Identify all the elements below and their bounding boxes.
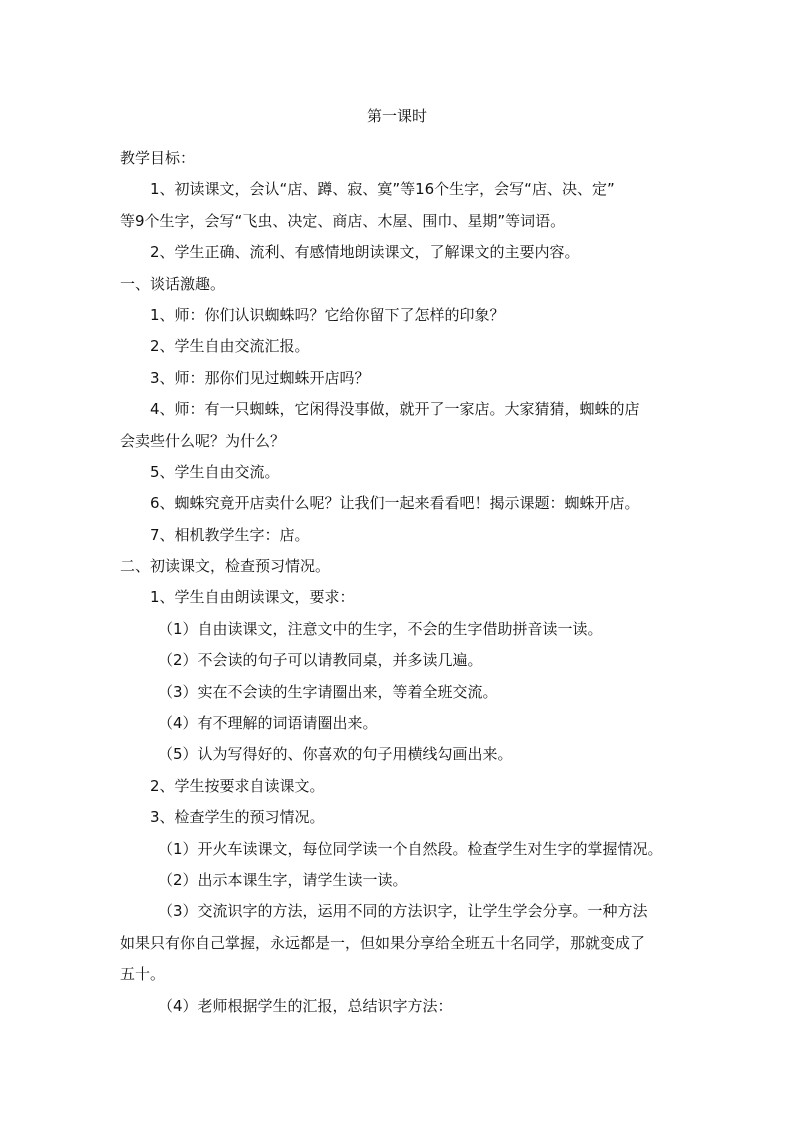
- reading-req-2: （2）不会读的句子可以请教同桌，并多读几遍。: [158, 651, 483, 670]
- intro-step-4-line-1: 4、师：有一只蜘蛛，它闲得没事做，就开了一家店。大家猜猜，蜘蛛的店: [150, 400, 640, 419]
- intro-step-2: 2、学生自由交流汇报。: [150, 337, 310, 356]
- reading-step-1: 1、学生自由朗读课文，要求：: [150, 588, 355, 607]
- check-item-1: （1）开火车读课文，每位同学读一个自然段。检查学生对生字的掌握情况。: [158, 839, 663, 858]
- reading-step-2: 2、学生按要求自读课文。: [150, 776, 325, 795]
- check-item-4: （4）老师根据学生的汇报，总结识字方法：: [158, 996, 453, 1015]
- section-heading-objectives: 教学目标：: [120, 149, 196, 167]
- check-item-3-line-2: 如果只有你自己掌握，永远都是一，但如果分享给全班五十名同学，那就变成了: [120, 933, 646, 952]
- reading-req-1: （1）自由读课文，注意文中的生字，不会的生字借助拼音读一读。: [158, 619, 603, 638]
- reading-req-3: （3）实在不会读的生字请圈出来，等着全班交流。: [158, 682, 498, 701]
- check-item-2: （2）出示本课生字，请学生读一读。: [158, 870, 408, 889]
- reading-req-4: （4）有不理解的词语请圈出来。: [158, 714, 378, 733]
- intro-step-3: 3、师：那你们见过蜘蛛开店吗？: [150, 368, 370, 387]
- check-item-3-line-3: 五十。: [120, 965, 166, 984]
- document-body: [120, 143, 676, 1022]
- page-title: 第一课时: [366, 107, 427, 125]
- objective-1-line-2: 等9个生字，会写“飞虫、决定、商店、木屋、围巾、星期”等词语。: [120, 211, 566, 230]
- intro-step-6: 6、蜘蛛究竟开店卖什么呢？让我们一起来看看吧！揭示课题：蜘蛛开店。: [150, 494, 640, 513]
- section-heading-reading: 二、初读课文，检查预习情况。: [120, 557, 331, 576]
- objective-1-line-1: 1、初读课文，会认“店、蹲、寂、寞”等16个生字，会写“店、决、定”: [150, 180, 615, 199]
- intro-step-7: 7、相机教学生字：店。: [150, 525, 310, 544]
- intro-step-5: 5、学生自由交流。: [150, 462, 280, 481]
- intro-step-4-line-2: 会卖些什么呢？为什么？: [120, 431, 286, 450]
- section-heading-intro: 一、谈话激趣。: [120, 274, 226, 293]
- reading-req-5: （5）认为写得好的、你喜欢的句子用横线勾画出来。: [158, 745, 513, 764]
- reading-step-3: 3、检查学生的预习情况。: [150, 808, 325, 827]
- objective-2: 2、学生正确、流利、有感情地朗读课文，了解课文的主要内容。: [150, 243, 580, 262]
- intro-step-1: 1、师：你们认识蜘蛛吗？它给你留下了怎样的印象？: [150, 305, 505, 324]
- check-item-3-line-1: （3）交流识字的方法，运用不同的方法识字，让学生学会分享。一种方法: [158, 902, 648, 921]
